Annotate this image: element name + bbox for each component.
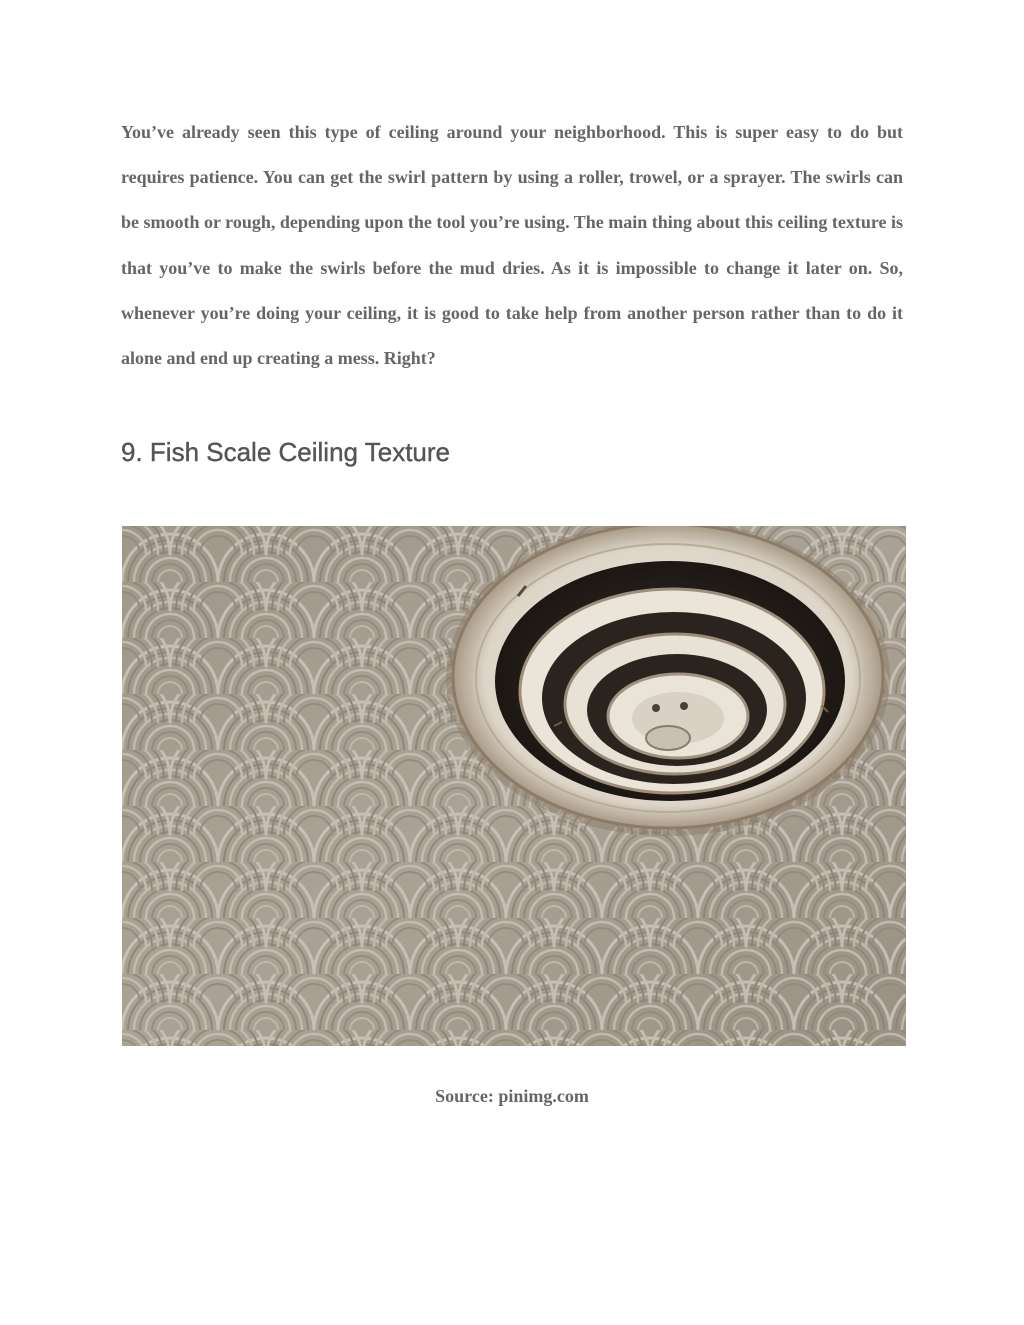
ceiling-texture-photo	[122, 526, 906, 1046]
body-paragraph: You’ve already seen this type of ceiling around your neighborhood. This is super easy to do but requires patience. You can get the swirl pattern by using a roller, trowel, or a sprayer. The swirls can be smooth or rough, depending upon the tool you’re using. The main thing about this ceiling texture is that you’ve to make the swirls before the mud dries. As it is impossible to change it later on. So, whenever you’re doing your ceiling, it is good to take help from another person rather than to do it alone and end up creating a mess. Right?	[121, 122, 903, 369]
fish-scale-ceiling-image	[122, 526, 906, 1046]
ceiling-vent	[446, 526, 890, 836]
image-source-caption: Source: pinimg.com	[435, 1086, 589, 1106]
section-heading: 9. Fish Scale Ceiling Texture	[121, 437, 451, 467]
